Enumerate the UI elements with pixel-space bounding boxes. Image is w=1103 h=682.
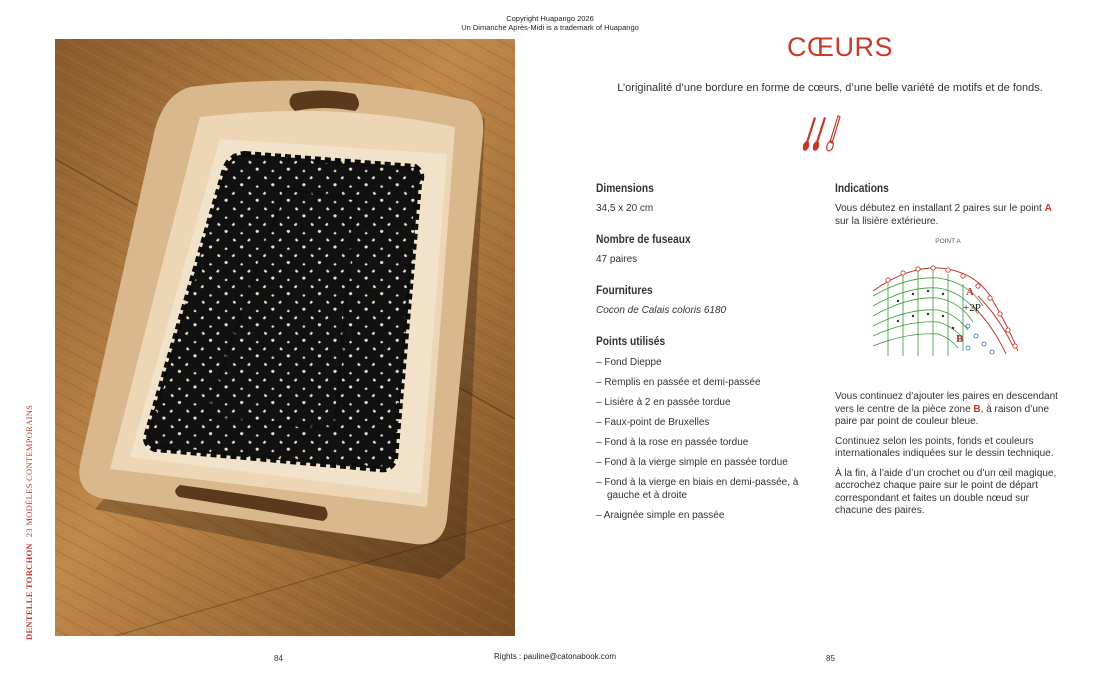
- list-item: – Fond à la vierge en biais en demi-passée, à gauche et à droite: [596, 477, 799, 501]
- dimensions-heading: Dimensions: [596, 181, 654, 195]
- page-number-right: 85: [826, 654, 835, 663]
- list-item: – Fond à la vierge simple en passée tordue: [596, 457, 788, 468]
- fournitures-value: Cocon de Calais coloris 6180: [596, 305, 727, 316]
- list-item: – Araignée simple en passée: [596, 510, 725, 521]
- book-spine-label: [24, 404, 40, 640]
- book-title: DENTELLE TORCHON: [24, 543, 34, 640]
- intro-text: L’originalité d’une bordure en forme de cœurs, d’une belle variété de motifs et de fonds.: [617, 82, 1043, 94]
- copyright-notice: [400, 14, 700, 32]
- list-item: – Faux-point de Bruxelles: [596, 417, 710, 428]
- page-number-left: 84: [274, 654, 283, 663]
- fournitures-heading: Fournitures: [596, 283, 653, 297]
- indications-paragraph-4: À la fin, à l’aide d’un crochet ou d’un œil magique, accrochez chaque paire sur le point de départ correspondant et faites un double nœud sur chacune des paires.: [835, 467, 1057, 516]
- point-a-mark: A: [1044, 203, 1052, 214]
- list-item: – Fond à la rose en passée tordue: [596, 437, 749, 448]
- indications-paragraph-3: Continuez selon les points, fonds et couleurs internationales indiquées sur le dessin technique.: [835, 435, 1054, 459]
- fuseaux-value: 47 paires: [596, 254, 638, 265]
- p2-text: Vous continuez d’ajouter les paires en descendant vers le centre de la pièce zone: [835, 391, 1058, 415]
- list-item: – Remplis en passée et demi-passée: [596, 377, 761, 388]
- points-list: [596, 356, 816, 522]
- list-item: – Lisière à 2 en passée tordue: [596, 397, 731, 408]
- list-item: – Fond Dieppe: [596, 357, 662, 368]
- indications-continued: [835, 391, 1060, 518]
- diagram-label-2p: +2P: [963, 302, 981, 314]
- indications-paragraph-2: [835, 391, 1060, 429]
- copyright-line-1: Copyright Huapango 2026: [506, 14, 594, 23]
- page-title: CŒURS: [786, 32, 893, 62]
- p2-text-end: , à raison d’une paire par point de couleur bleue.: [835, 403, 1050, 427]
- diagram-label-a: A: [966, 286, 974, 298]
- diagram-label-b: B: [956, 333, 964, 345]
- fuseaux-heading: Nombre de fuseaux: [596, 232, 691, 246]
- lace-tray-photo: [55, 39, 515, 636]
- p1-text-end: sur la lisière extérieure.: [835, 215, 939, 227]
- indications-paragraph-1: [835, 203, 1060, 228]
- book-subtitle: 23 MODÈLES CONTEMPORAINS: [24, 404, 34, 538]
- p1-text: Vous débutez en installant 2 paires sur le point: [835, 203, 1045, 214]
- dimensions-value: 34,5 x 20 cm: [596, 203, 654, 214]
- zone-b-mark: B: [973, 403, 981, 415]
- specs-column: [596, 181, 816, 529]
- diagram-title: POINT A: [935, 238, 961, 245]
- indications-column: [835, 181, 1060, 228]
- rights-notice: Rights : pauline@catonabook.com: [494, 652, 616, 661]
- point-a-diagram: [868, 238, 1028, 369]
- copyright-line-2: Un Dimanche Après-Midi is a trademark of Huapango: [461, 23, 639, 32]
- indications-heading: Indications: [835, 181, 889, 195]
- points-heading: Points utilisés: [596, 334, 666, 348]
- lace-bobbins-icon: [800, 113, 850, 155]
